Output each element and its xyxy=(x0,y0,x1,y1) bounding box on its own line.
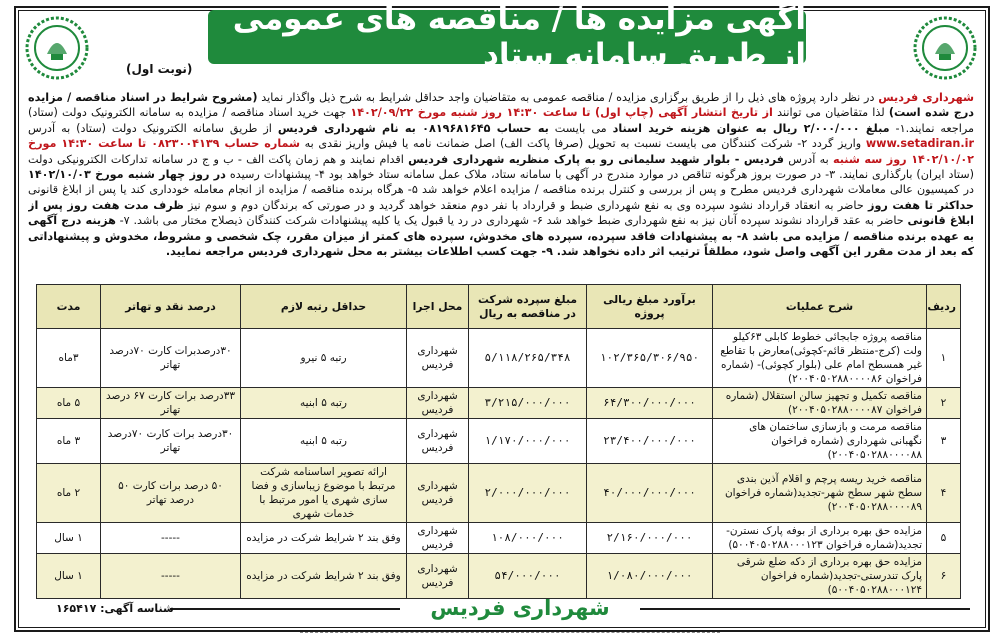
row-location: شهرداری فردیس xyxy=(407,419,469,464)
row-number: ۶ xyxy=(927,554,961,599)
row-min-rank: وفق بند ۲ شرایط شرکت در مزایده xyxy=(241,523,407,554)
row-duration: ۱ سال xyxy=(37,523,101,554)
row-duration: ۲ ماه xyxy=(37,464,101,523)
body-text: لذا متقاضیان می توانند xyxy=(772,106,889,120)
table-row xyxy=(37,329,961,388)
row-min-rank: وفق بند ۲ شرایط شرکت در مزایده xyxy=(241,554,407,599)
footer-divider xyxy=(640,608,970,610)
row-number: ۵ xyxy=(927,523,961,554)
municipality-emblem-icon xyxy=(910,12,980,84)
publication-turn: (نوبت اول) xyxy=(126,62,193,76)
row-estimate: ۲۳/۴۰۰/۰۰۰/۰۰۰ xyxy=(587,419,713,464)
municipality-emblem-icon xyxy=(22,12,92,84)
col-header-min-rank: حداقل رتبه لازم xyxy=(241,285,407,329)
body-text: جهت خرید اسناد مناقصه / مزایده به سامانه الکترونیک دولت (ستاد) مراجعه نمایند.۱- xyxy=(28,106,974,135)
body-highlight: تا ساعت ۱۴:۳۰ مورخ ۱۴۰۲/۱۰/۰۲ روز سه شنبه xyxy=(28,137,974,166)
row-description: مناقصه مرمت و بازسازی ساختمان های نگهبانی شهرداری (شماره فراخوان ۲۰۰۴۰۵۰۲۸۸۰۰۰۰۸۸) xyxy=(713,419,927,464)
row-location: شهرداری فردیس xyxy=(407,464,469,523)
website-link[interactable]: www.setadiran.ir xyxy=(865,137,974,151)
footer xyxy=(20,594,984,624)
table-header-row xyxy=(37,285,961,329)
body-text: در کمیسیون عالی معاملات شهرداری فردیس مطرح و پس از بررسی و کنترل برنده مناقصه / مزایده اعلام خواهد شد ۵- هرگاه برنده مناقصه / مزایده از انجام معامله خودداری کند یا پس از ابلاغ قانونی xyxy=(28,183,974,197)
row-payment-split: ----- xyxy=(101,523,241,554)
row-estimate: ۱/۰۸۰/۰۰۰/۰۰۰ xyxy=(587,554,713,599)
body-text: به آدرس xyxy=(783,152,833,166)
row-number: ۴ xyxy=(927,464,961,523)
col-header-location: محل اجرا xyxy=(407,285,469,329)
body-highlight: از تاریخ انتشار آگهی (چاپ اول) تا ساعت ۱۴:۳۰ روز شنبه مورخ ۱۴۰۲/۰۹/۲۲ xyxy=(350,106,773,120)
row-deposit: ۱/۱۷۰/۰۰۰/۰۰۰ xyxy=(469,419,587,464)
row-min-rank: رتبه ۵ ابنیه xyxy=(241,388,407,419)
table-row xyxy=(37,554,961,599)
row-location: شهرداری فردیس xyxy=(407,523,469,554)
body-text: در نظر دارد پروژه های ذیل را از طریق برگزاری مزایده / مناقصه عمومی به متقاضیان واجد حداقل شرایط به شرح ذیل واگذار نماید xyxy=(257,91,879,104)
row-description: مزایده حق بهره برداری از دکه ضلع شرقی پارک تندرستی-تجدید(شماره فراخوان ۵۰۰۴۰۵۰۲۸۸۰۰۰۱۲۴) xyxy=(713,554,927,599)
ad-title-banner xyxy=(208,1,806,73)
footer-divider xyxy=(170,608,400,610)
row-duration: ۵ ماه xyxy=(37,388,101,419)
row-location: شهرداری فردیس xyxy=(407,554,469,599)
row-number: ۲ xyxy=(927,388,961,419)
row-payment-split: ----- xyxy=(101,554,241,599)
row-number: ۱ xyxy=(927,329,961,388)
row-payment-split: ۳۰درصدبرات کارت ۷۰درصد تهاتر xyxy=(101,329,241,388)
table-row xyxy=(37,388,961,419)
row-payment-split: ۳۳درصد برات کارت ۶۷ درصد تهاتر xyxy=(101,388,241,419)
bottom-cut-edge xyxy=(300,632,720,639)
row-payment-split: ۵۰ درصد برات کارت ۵۰ درصد تهاتر xyxy=(101,464,241,523)
body-bold: مبلغ ۲/۰۰۰/۰۰۰ ریال به عنوان هزینه خرید اسناد xyxy=(612,121,890,135)
projects-table xyxy=(36,284,961,599)
table-row xyxy=(37,523,961,554)
col-header-duration: مدت xyxy=(37,285,101,329)
row-duration: ۱ سال xyxy=(37,554,101,599)
body-bold: به حساب ۰۸۱۹۶۸۱۶۴۵ به نام شهرداری فردیس xyxy=(277,121,549,135)
row-duration: ۳ماه xyxy=(37,329,101,388)
row-deposit: ۵/۱۱۸/۲۶۵/۳۴۸ xyxy=(469,329,587,388)
row-estimate: ۶۴/۳۰۰/۰۰۰/۰۰۰ xyxy=(587,388,713,419)
row-min-rank: رتبه ۵ نیرو xyxy=(241,329,407,388)
row-location: شهرداری فردیس xyxy=(407,329,469,388)
ad-title: آگهی مزایده ها / مناقصه های عمومی از طریق سامانه ستاد xyxy=(232,1,806,73)
row-estimate: ۱۰۲/۳۶۵/۳۰۶/۹۵۰ xyxy=(587,329,713,388)
row-estimate: ۴۰/۰۰۰/۰۰۰/۰۰۰ xyxy=(587,464,713,523)
row-location: شهرداری فردیس xyxy=(407,388,469,419)
row-description: مناقصه خرید ریسه پرچم و اقلام آذین بندی سطح شهر سطح شهر-تجدید(شماره فراخوان ۲۰۰۴۰۵۰۲۸۸۰۰۰۰۸۹) xyxy=(713,464,927,523)
announcement-body xyxy=(28,90,974,276)
body-bold: هزینه درج آگهی به عهده برنده مناقصه / مزایده می باشد ۸- به پیشنهادات فاقد سپرده، سپرده های مخدوش، سپرده های کمتر از میزان مقرر، چک شخصی و مشروط، مخدوش و پیشنهاداتی که بعد از مدت مقرر این آگهی واصل شود، مطلقاً ترتیب اثر داده نخواهد شد. ۹- جهت کسب اطلاعات بیشتر به محل شهرداری فردیس مراجعه نمایید. xyxy=(28,214,974,259)
row-deposit: ۳/۲۱۵/۰۰۰/۰۰۰ xyxy=(469,388,587,419)
row-payment-split: ۳۰درصد برات کارت ۷۰درصد تهاتر xyxy=(101,419,241,464)
body-text: حاضر به عقد قرارداد نشوند سپرده آنان نیز به نفع شهرداری ضبط خواهد شد ۶- شهرداری در رد یا قبول یک یا کلیه پیشنهادات شرکت کنندگان ذیصلاح مختار می باشد. ۷- xyxy=(115,214,908,228)
row-estimate: ۲/۱۶۰/۰۰۰/۰۰۰ xyxy=(587,523,713,554)
col-header-row-number: ردیف xyxy=(927,285,961,329)
row-description: مزایده حق بهره برداری از بوفه پارک نسترن-تجدید(شماره فراخوان ۵۰۰۴۰۵۰۲۸۸۰۰۰۱۲۳) xyxy=(713,523,927,554)
row-description: مناقصه پروژه جابجائی خطوط کابلی ۶۳کیلو ولت (کرج-منتظر قائم-کچوئی)معارض با تقاطع غیر همسطح امام علی (بلوار کچوئی)- (شماره فراخوان ۲۰۰۴۰۵۰۲۸۸۰۰۰۰۸۶) xyxy=(713,329,927,388)
body-bold: ظرف مدت هفت روز پس از ابلاغ قانونی xyxy=(28,198,974,228)
body-bold: فردیس - بلوار شهید سلیمانی رو به پارک منظریه شهرداری فردیس xyxy=(408,152,784,166)
col-header-deposit: مبلغ سپرده شرکت در مناقصه به ریال xyxy=(469,285,587,329)
table-row xyxy=(37,464,961,523)
col-header-description: شرح عملیات xyxy=(713,285,927,329)
row-min-rank: رتبه ۵ ابنیه xyxy=(241,419,407,464)
body-bold: حداکثر تا هفت روز xyxy=(868,198,974,212)
body-highlight: شماره حساب ۰۸۲۳۰۰۴۱۳۹ xyxy=(151,137,301,151)
footer-org-name: شهرداری فردیس xyxy=(430,596,610,620)
body-text: واریز گردد ۲- شرکت کنندگان می بایست نسبت به تحویل (صرفا پاکت الف) اصل ضمانت نامه یا فیش واریز نقدی به xyxy=(300,137,866,151)
body-text: می بایست xyxy=(548,121,613,135)
row-deposit: ۱۰۸/۰۰۰/۰۰۰ xyxy=(469,523,587,554)
row-number: ۳ xyxy=(927,419,961,464)
ad-id: شناسه آگهی: ۱۶۵۴۱۷ xyxy=(56,602,174,615)
body-bold: (مشروح شرایط در اسناد مناقصه / مزایده درج شده است) xyxy=(28,91,974,120)
body-bold: در روز چهار شنبه مورخ ۱۴۰۲/۱۰/۰۳ xyxy=(28,168,226,182)
col-header-estimate: برآورد مبلغ ریالی پروژه xyxy=(587,285,713,329)
body-text: اقدام نمایند و هم زمان پاکت الف - ب و ج در سامانه تدارکات الکترونیکی دولت (ستاد ایران) بارگذاری نمایند. ۳- در صورت بروز هرگونه تناقص در موارد مندرج در آگهی با سامانه ستاد، ملاک عمل سامانه ستاد خواهد بود ۴- پیشنهادات رسیده xyxy=(28,152,974,182)
row-deposit: ۵۴/۰۰۰/۰۰۰ xyxy=(469,554,587,599)
body-text: حاضر به انعقاد قرارداد نشود سپرده وی به نفع شهرداری ضبط و قرارداد با نفر دوم منعقد خواهد گردید و در صورتی که برندگان دوم و سوم نیز xyxy=(183,198,868,212)
row-description: مناقصه تکمیل و تجهیز سالن استقلال (شماره فراخوان ۲۰۰۴۰۵۰۲۸۸۰۰۰۰۸۷) xyxy=(713,388,927,419)
row-deposit: ۲/۰۰۰/۰۰۰/۰۰۰ xyxy=(469,464,587,523)
table-row xyxy=(37,419,961,464)
org-name: شهرداری فردیس xyxy=(878,91,974,104)
row-duration: ۳ ماه xyxy=(37,419,101,464)
row-min-rank: ارائه تصویر اساسنامه شرکت مرتبط با موضوع زیباسازی و فضا سازی شهری یا امور مرتبط با خدمات شهری xyxy=(241,464,407,523)
col-header-payment-split: درصد نقد و تهاتر xyxy=(101,285,241,329)
body-text: از طریق سامانه الکترونیک دولت (ستاد) به آدرس xyxy=(28,121,278,135)
